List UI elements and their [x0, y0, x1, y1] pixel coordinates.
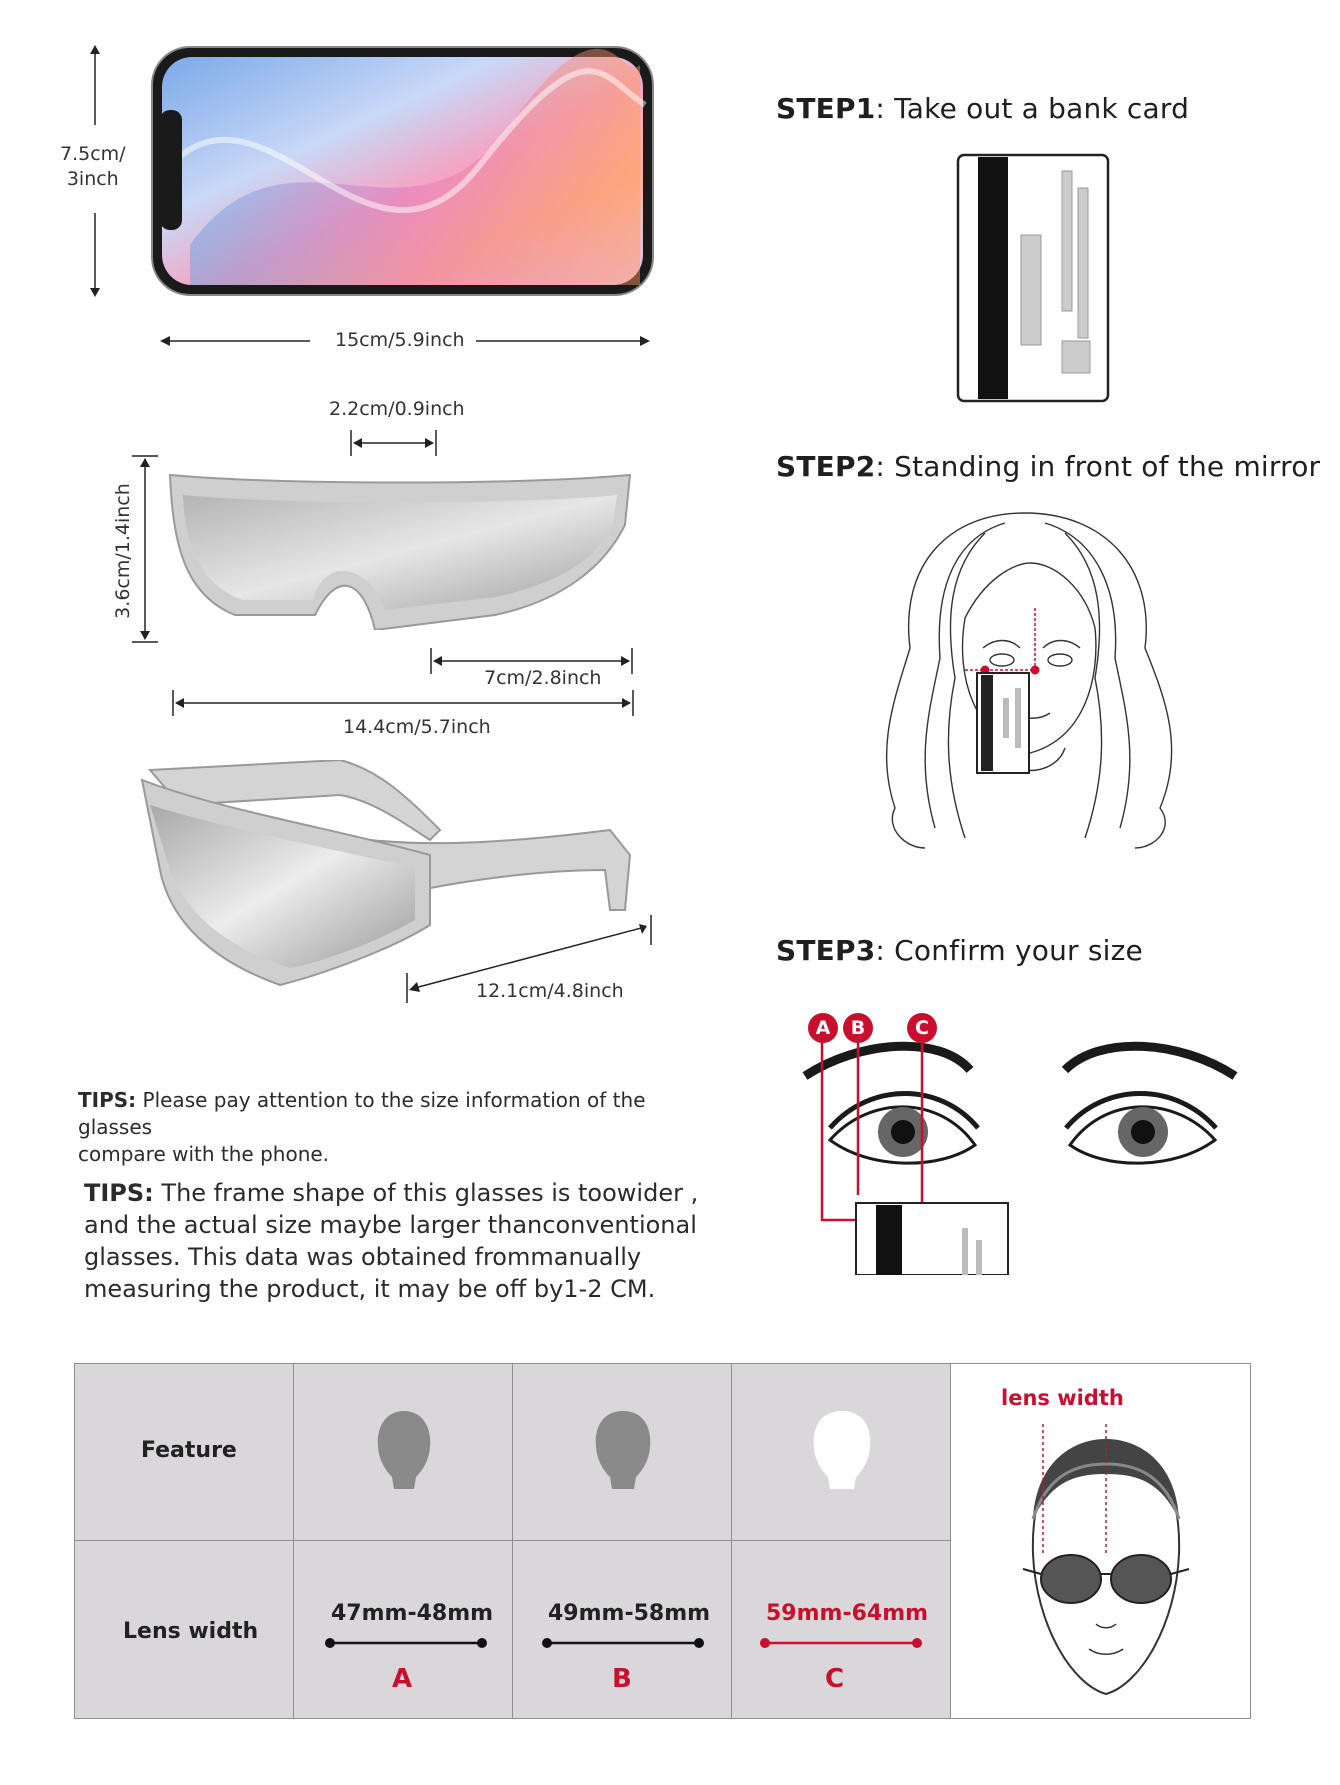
lens-width-label: Lens width — [123, 1619, 259, 1644]
range-c-label: 59mm-64mm — [766, 1601, 929, 1626]
tips-note-2 — [84, 1177, 714, 1305]
step-text: : Standing in front of the mirror — [875, 450, 1321, 483]
lens-height-arrow — [132, 455, 158, 643]
table-cell-head-b — [512, 1363, 732, 1541]
tips-label: TIPS: — [84, 1179, 154, 1207]
table-cell-head-a — [293, 1363, 513, 1541]
table-cell-range-b — [512, 1540, 732, 1719]
step-3-title — [776, 934, 1143, 967]
step-text: : Confirm your size — [875, 934, 1143, 967]
head-silhouette-icon — [374, 1409, 434, 1491]
table-cell-illustration — [950, 1363, 1251, 1719]
head-with-glasses-illustration — [1011, 1424, 1201, 1704]
letter-c: C — [825, 1664, 845, 1694]
tips-label: TIPS: — [78, 1088, 137, 1112]
head-silhouette-icon — [593, 1409, 653, 1491]
frame-width-arrow — [172, 690, 634, 716]
table-cell-range-c — [731, 1540, 951, 1719]
phone-width-label: 15cm/5.9inch — [335, 329, 465, 351]
step-label: STEP2 — [776, 450, 876, 483]
lens-width-label: 7cm/2.8inch — [484, 667, 602, 689]
tips-text: The frame shape of this glasses is toowider , and the actual size maybe larger thanconventional glasses. This data was obtained frommanually measuring the product, it may be off by1-2 CM. — [84, 1179, 699, 1303]
eyes-illustration — [800, 1010, 1240, 1275]
frame-width-label: 14.4cm/5.7inch — [343, 716, 491, 738]
temple-length-label: 12.1cm/4.8inch — [476, 980, 624, 1002]
table-cell-feature — [74, 1363, 294, 1541]
feature-label: Feature — [141, 1438, 237, 1463]
table-cell-range-a — [293, 1540, 513, 1719]
size-table — [74, 1363, 1251, 1719]
woman-mirror-illustration — [855, 508, 1200, 853]
range-a-label: 47mm-48mm — [331, 1601, 494, 1626]
marker-a-icon: A — [808, 1013, 838, 1043]
marker-b-icon: B — [843, 1013, 873, 1043]
step-1-title — [776, 92, 1189, 125]
step-2-title — [776, 450, 1320, 483]
step-label: STEP1 — [776, 92, 876, 125]
sunglasses-front-image — [165, 465, 635, 630]
phone-image — [150, 45, 655, 297]
side-lens-width-label: lens width — [1001, 1386, 1124, 1410]
letter-b: B — [612, 1664, 632, 1694]
lens-height-label: 3.6cm/1.4inch — [112, 483, 134, 619]
bridge-width-label: 2.2cm/0.9inch — [329, 398, 465, 420]
bank-card-icon — [956, 153, 1110, 403]
range-c-line — [759, 1637, 923, 1649]
table-cell-lens-width — [74, 1540, 294, 1719]
head-silhouette-icon — [810, 1409, 874, 1491]
range-b-line — [541, 1637, 705, 1649]
table-cell-head-c — [731, 1363, 951, 1541]
step-label: STEP3 — [776, 934, 876, 967]
tips-text: Please pay attention to the size information of the glasses compare with the phone. — [78, 1088, 646, 1166]
range-a-line — [324, 1637, 488, 1649]
tips-note-1 — [78, 1087, 718, 1168]
bridge-width-arrow — [350, 430, 440, 456]
step-text: : Take out a bank card — [875, 92, 1190, 125]
marker-c-icon: C — [907, 1013, 937, 1043]
range-b-label: 49mm-58mm — [548, 1601, 711, 1626]
letter-a: A — [392, 1664, 413, 1694]
phone-height-label: 7.5cm/ 3inch — [60, 143, 126, 190]
